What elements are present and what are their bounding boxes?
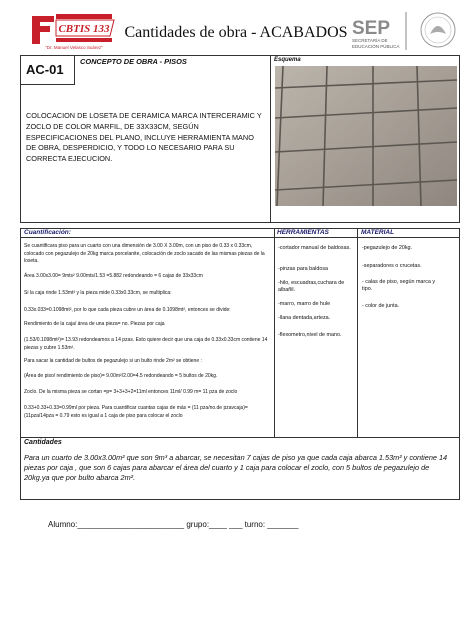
page-title: Cantidades de obra - ACABADOS xyxy=(124,24,348,41)
herramienta-item: -pinzas para baldosa xyxy=(278,266,329,272)
esquema-label: Esquema xyxy=(274,57,301,63)
calc-line: Se cuantificara piso para un cuarto con una dimensión de 3.00 X 3.00m, con un piso de 0.33 x 0.33cm, colocado con pegazulejo de 20kg marca porcelanite, colocación de zoclo sacado de las mismas piezas de la loseta. xyxy=(24,243,265,265)
cuantificacion-label: Cuantificación: xyxy=(24,229,71,236)
calc-line: Zoclo. De la misma pieza se cortan =p= 3+3+3+2=11ml entonces 11ml/ 0.99 m= 11 pza de zoclo xyxy=(24,389,238,395)
calc-line: (Área de piso/ rendimiento de piso)= 9.00m²/2.00=4.5 redondeando = 5 bultos de 20kg. xyxy=(24,373,218,379)
herramientas-label: HERRAMIENTAS xyxy=(277,229,329,236)
calc-line: Para sacar la cantidad de bultos de pegazulejo si un bulto rinde 2m² se obtiene : xyxy=(24,358,202,364)
sep-sub-2: EDUCACIÓN PÚBLICA xyxy=(352,44,400,49)
herramienta-item: -llana dentada,arteza. xyxy=(278,315,331,321)
calc-line: 0.33x.033=0.1098mt², por lo que cada pieza cubre un área de 0.1098mt², entonces se divide: xyxy=(24,307,231,313)
sep-text: SEP xyxy=(352,18,391,39)
logo-subtext: "Dr. Manuel Velasco Suárez" xyxy=(45,45,103,50)
cbtis-logo xyxy=(26,10,122,52)
calc-line: (1.53/0.1098mt²)= 13.93 redondeamos a 14 pzas. Esto quiere decir que una caja de 0.33x0.33cm contiene 14 piezas y cubre 1.53m². xyxy=(24,337,268,351)
calc-line: Si la caja rinde 1.53mt² y la pieza mide 0.33x0.33cm, se multiplica: xyxy=(24,290,172,296)
cantidades-text: Para un cuarto de 3.00x3.00m² que son 9m³ a abarcar, se necesitan 7 cajas de piso ya que cada caja abarca 1.53m² y contiene 14 piezas por caja , que son 6 cajas para abarcar el área del cuarto y 1 caja para colocar el zoclo, con 5 bultos de pegazulejo de 20kg.ya que por bulto abarca 2m². xyxy=(24,453,448,482)
herramienta-item: -marro, marro de hule xyxy=(278,301,331,307)
cantidades-label: Cantidades xyxy=(24,439,62,446)
concept-description: COLOCACION DE LOSETA DE CERAMICA MARCA INTERCERAMIC Y ZOCLO DE COLOR MARFIL, DE 33X33CM, SEGÚN ESPECIFICACIONES DEL PLANO, INCLUYE HERRAMIENTA MANO DE OBRA, DESPERDICIO, Y TODO LO NECESARIO PARA SU CORRECTA EJECUCION. xyxy=(26,111,262,164)
material-item: - calas de piso, según marca y tipo. xyxy=(362,279,436,292)
calc-line: Área 3.00x3.00= 9mts² 9.00mts/1.53 =5.882 redondeando = 6 cajas de 33x33cm xyxy=(24,273,203,279)
sep-logo xyxy=(348,8,468,52)
herramienta-item: -hilo, escuadras,cuchara de albañil. xyxy=(278,280,345,293)
floor-tile-photo xyxy=(275,66,457,206)
concept-code: AC-01 xyxy=(26,62,64,77)
calc-line: 0.33+0.33+0.33=0.99ml por pieza. Para cuantificar cuantas cajas de más = (11 pza/no.de pzavcaja)= (11pza/14pza = 0.79 esto es igual a 1 caja de piso para colocar el zoclo xyxy=(24,405,248,419)
student-fields[interactable]: Alumno:________________________ grupo:____ ___ turno: _______ xyxy=(48,520,299,529)
cantidades-section xyxy=(20,438,460,500)
material-item: - color de junta. xyxy=(362,303,400,309)
material-item: -pegazulejo de 20kg. xyxy=(362,245,413,251)
material-item: -separadores o crucetas. xyxy=(362,263,422,269)
concept-title: CONCEPTO DE OBRA - PISOS xyxy=(80,57,187,66)
herramienta-item: -cortador manual de baldosas. xyxy=(278,245,351,251)
calc-line: Rendimiento de la caja/ área de una pieza= no. Piezas por caja xyxy=(24,321,165,327)
material-label: MATERIAL xyxy=(361,229,395,236)
sep-sub-1: SECRETARÍA DE xyxy=(352,38,388,43)
logo-text: CBTIS 133 xyxy=(58,23,110,35)
herramienta-item: -flexometro,nivel de mano. xyxy=(278,332,342,338)
